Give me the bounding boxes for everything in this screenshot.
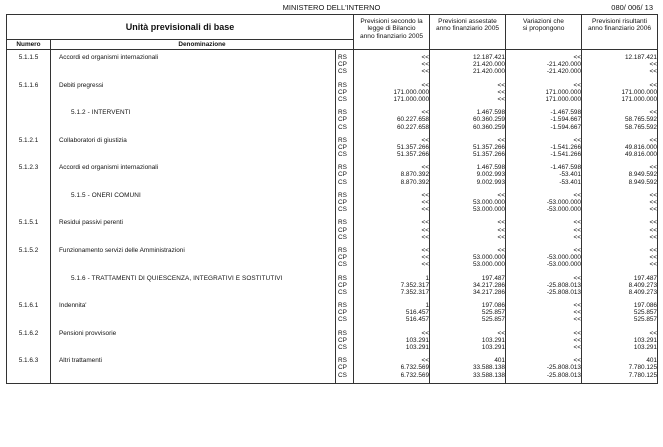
prev-assestate-cell bbox=[430, 105, 506, 133]
row-type-value: CS bbox=[338, 371, 347, 379]
prev-bilancio-cell-value: << bbox=[421, 136, 429, 144]
row-type-value: RS bbox=[338, 219, 347, 227]
variazioni-cell bbox=[506, 78, 582, 106]
row-type-value: RS bbox=[338, 164, 347, 172]
variazioni-cell-value: << bbox=[573, 219, 581, 227]
prev-risultanti-cell-value: 525.857 bbox=[633, 309, 657, 317]
prev-risultanti-cell-value: 171.000.000 bbox=[621, 88, 657, 96]
row-denominazione: Funzionamento servizi delle Amministrazioni bbox=[51, 243, 336, 271]
prev-risultanti-cell bbox=[582, 133, 658, 161]
row-type bbox=[336, 105, 354, 133]
variazioni-cell bbox=[506, 105, 582, 133]
variazioni-cell-value: -1.467.598 bbox=[550, 164, 581, 172]
row-type-value: CS bbox=[338, 68, 347, 76]
prev-bilancio-cell-value: 103.291 bbox=[405, 336, 429, 344]
prev-assestate-cell-value: 103.291 bbox=[481, 336, 505, 344]
row-type-value: CP bbox=[338, 364, 347, 372]
prev-risultanti-cell bbox=[582, 326, 658, 354]
row-type bbox=[336, 50, 354, 78]
prev-risultanti-cell-value: 525.857 bbox=[633, 316, 657, 324]
variazioni-cell bbox=[506, 133, 582, 161]
row-type bbox=[336, 160, 354, 188]
prev-assestate-cell-value: 34.217.286 bbox=[473, 288, 505, 296]
row-type-value: CS bbox=[338, 123, 347, 131]
variazioni-cell-value: -1.467.598 bbox=[550, 109, 581, 117]
prev-assestate-cell bbox=[430, 78, 506, 106]
prev-bilancio-cell-value: 7.352.317 bbox=[400, 288, 429, 296]
row-type-value: CP bbox=[338, 309, 347, 317]
variazioni-cell-value: << bbox=[573, 233, 581, 241]
row-type bbox=[336, 271, 354, 299]
row-denominazione: Residui passivi perenti bbox=[51, 215, 336, 243]
prev-risultanti-cell-value: 58.765.592 bbox=[625, 116, 657, 124]
prev-risultanti-cell-value: << bbox=[649, 81, 657, 89]
prev-assestate-cell-value: << bbox=[497, 246, 505, 254]
page-reference: 080/ 006/ 13 bbox=[611, 3, 653, 12]
prev-bilancio-cell-value: << bbox=[421, 81, 429, 89]
prev-assestate-cell bbox=[430, 160, 506, 188]
row-denominazione: Indennita' bbox=[51, 298, 336, 326]
prev-bilancio-cell bbox=[354, 78, 430, 106]
prev-bilancio-cell-value: << bbox=[421, 109, 429, 117]
row-type-value: RS bbox=[338, 136, 347, 144]
row-type bbox=[336, 298, 354, 326]
table-row bbox=[7, 133, 658, 161]
row-type-value: RS bbox=[338, 246, 347, 254]
variazioni-cell-value: -25.808.013 bbox=[546, 281, 581, 289]
prev-assestate-cell-value: 9.002.993 bbox=[476, 178, 505, 186]
variazioni-cell-value: -53.401 bbox=[559, 171, 581, 179]
row-type-value: RS bbox=[338, 357, 347, 365]
prev-risultanti-cell-value: 49.816.000 bbox=[625, 143, 657, 151]
prev-risultanti-cell-value: << bbox=[649, 109, 657, 117]
prev-assestate-cell-value: 34.217.286 bbox=[473, 281, 505, 289]
prev-assestate-cell-value: 1.467.598 bbox=[476, 164, 505, 172]
prev-bilancio-cell-value: << bbox=[421, 329, 429, 337]
prev-assestate-cell-value: 9.002.993 bbox=[476, 171, 505, 179]
table-row bbox=[7, 105, 658, 133]
prev-bilancio-cell-value: 6.732.569 bbox=[400, 371, 429, 379]
variazioni-cell-value: << bbox=[573, 344, 581, 351]
prev-bilancio-cell-value: 8.870.392 bbox=[400, 171, 429, 179]
variazioni-cell-value: << bbox=[573, 136, 581, 144]
variazioni-cell-value: << bbox=[573, 336, 581, 344]
row-type-value: CP bbox=[338, 336, 347, 344]
prev-assestate-cell-value: 401 bbox=[494, 357, 505, 365]
prev-assestate-cell-value: << bbox=[497, 233, 505, 241]
prev-risultanti-cell-value: << bbox=[649, 206, 657, 214]
prev-risultanti-cell-value: 7.780.125 bbox=[628, 371, 657, 379]
prev-bilancio-cell-value: << bbox=[421, 233, 429, 241]
prev-risultanti-cell-value: << bbox=[649, 61, 657, 69]
row-denominazione: Debiti pregressi bbox=[51, 78, 336, 106]
prev-bilancio-cell-value: 1 bbox=[425, 302, 429, 310]
table-row bbox=[7, 353, 658, 381]
variazioni-cell-value: -25.808.013 bbox=[546, 364, 581, 372]
table-row bbox=[7, 271, 658, 299]
prev-risultanti-cell-value: 12.187.421 bbox=[625, 54, 657, 61]
variazioni-cell bbox=[506, 243, 582, 271]
prev-bilancio-cell-value: 7.352.317 bbox=[400, 281, 429, 289]
prev-assestate-cell-value: 53.000.000 bbox=[473, 199, 505, 206]
row-type-value: RS bbox=[338, 109, 347, 117]
prev-assestate-cell bbox=[430, 188, 506, 216]
variazioni-cell-value: -25.808.013 bbox=[546, 288, 581, 296]
col-prev-bilancio: Previsioni secondo la legge di Bilancio anno finanziario 2005 bbox=[354, 15, 430, 50]
prev-risultanti-cell-value: 197.086 bbox=[633, 302, 657, 310]
table-row bbox=[7, 50, 658, 78]
prev-assestate-cell-value: 12.187.421 bbox=[473, 54, 505, 61]
prev-risultanti-cell-value: << bbox=[649, 233, 657, 241]
prev-risultanti-cell bbox=[582, 160, 658, 188]
variazioni-cell-value: -53.000.000 bbox=[546, 206, 581, 214]
variazioni-cell-value: << bbox=[573, 329, 581, 337]
col-prev-assestate: Previsioni assestate anno finanziario 2005 bbox=[430, 15, 506, 50]
variazioni-cell-value: -1.594.667 bbox=[550, 123, 581, 131]
row-type-value: CP bbox=[338, 254, 347, 262]
prev-assestate-cell-value: 103.291 bbox=[481, 344, 505, 351]
row-code: 5.1.2.1 bbox=[7, 133, 51, 161]
prev-risultanti-cell bbox=[582, 50, 658, 78]
table-row bbox=[7, 215, 658, 243]
row-code bbox=[7, 105, 51, 133]
col-denominazione: Denominazione bbox=[51, 40, 354, 50]
prev-assestate-cell bbox=[430, 243, 506, 271]
prev-assestate-cell-value: 60.360.259 bbox=[473, 116, 505, 124]
prev-assestate-cell bbox=[430, 353, 506, 381]
row-code bbox=[7, 188, 51, 216]
row-denominazione: 5.1.5 - ONERI COMUNI bbox=[51, 188, 336, 216]
row-denominazione: 5.1.6 - TRATTAMENTI DI QUIESCENZA, INTEGRATIVI E SOSTITUTIVI bbox=[51, 271, 336, 299]
row-type-value: CP bbox=[338, 281, 347, 289]
variazioni-cell-value: -25.808.013 bbox=[546, 371, 581, 379]
prev-risultanti-cell bbox=[582, 298, 658, 326]
row-type bbox=[336, 353, 354, 381]
ministry-title: MINISTERO DELL'INTERNO bbox=[282, 3, 381, 12]
upb-header: Unità previsionali di base bbox=[7, 15, 354, 40]
row-type-value: CS bbox=[338, 95, 347, 103]
prev-risultanti-cell-value: 7.780.125 bbox=[628, 364, 657, 372]
budget-table bbox=[6, 14, 658, 384]
prev-assestate-cell bbox=[430, 271, 506, 299]
prev-bilancio-cell bbox=[354, 298, 430, 326]
row-denominazione: Accordi ed organismi internazionali bbox=[51, 160, 336, 188]
col-prev-risultanti: Previsioni risultanti anno finanziario 2006 bbox=[582, 15, 658, 50]
prev-bilancio-cell bbox=[354, 271, 430, 299]
variazioni-cell-value: << bbox=[573, 226, 581, 234]
variazioni-cell-value: -21.420.000 bbox=[546, 61, 581, 69]
prev-assestate-cell-value: 1.467.598 bbox=[476, 109, 505, 117]
prev-risultanti-cell-value: 8.409.273 bbox=[628, 288, 657, 296]
table-row bbox=[7, 188, 658, 216]
prev-assestate-cell-value: << bbox=[497, 329, 505, 337]
row-type bbox=[336, 78, 354, 106]
variazioni-cell-value: << bbox=[573, 316, 581, 324]
prev-assestate-cell-value: 197.086 bbox=[481, 302, 505, 310]
table-row bbox=[7, 326, 658, 354]
prev-risultanti-cell-value: 401 bbox=[646, 357, 657, 365]
row-denominazione: Collaboratori di giustizia bbox=[51, 133, 336, 161]
prev-bilancio-cell-value: 6.732.569 bbox=[400, 364, 429, 372]
row-type-value: CS bbox=[338, 206, 347, 214]
prev-risultanti-cell bbox=[582, 353, 658, 381]
prev-bilancio-cell-value: << bbox=[421, 206, 429, 214]
variazioni-cell bbox=[506, 188, 582, 216]
prev-bilancio-cell-value: 516.457 bbox=[405, 309, 429, 317]
row-type-value: RS bbox=[338, 54, 347, 61]
prev-bilancio-cell-value: << bbox=[421, 61, 429, 69]
variazioni-cell-value: << bbox=[573, 191, 581, 199]
prev-risultanti-cell-value: 8.409.273 bbox=[628, 281, 657, 289]
variazioni-cell-value: << bbox=[573, 54, 581, 61]
row-denominazione: Altri trattamenti bbox=[51, 353, 336, 381]
prev-risultanti-cell bbox=[582, 78, 658, 106]
prev-bilancio-cell-value: << bbox=[421, 357, 429, 365]
row-type-value: CS bbox=[338, 178, 347, 186]
prev-assestate-cell-value: 33.588.138 bbox=[473, 371, 505, 379]
table-body bbox=[7, 50, 658, 381]
prev-risultanti-cell-value: << bbox=[649, 199, 657, 206]
row-code: 5.1.1.5 bbox=[7, 50, 51, 78]
prev-bilancio-cell-value: 51.357.266 bbox=[397, 143, 429, 151]
variazioni-cell-value: << bbox=[573, 309, 581, 317]
variazioni-cell-value: 171.000.000 bbox=[545, 88, 581, 96]
prev-assestate-cell-value: 53.000.000 bbox=[473, 261, 505, 269]
table-row bbox=[7, 160, 658, 188]
row-type-value: CP bbox=[338, 171, 347, 179]
row-type-value: CS bbox=[338, 316, 347, 324]
variazioni-cell-value: << bbox=[573, 246, 581, 254]
variazioni-cell-value: -53.000.000 bbox=[546, 254, 581, 262]
row-type-value: CS bbox=[338, 151, 347, 159]
table-row bbox=[7, 78, 658, 106]
prev-assestate-cell-value: << bbox=[497, 88, 505, 96]
prev-risultanti-cell-value: << bbox=[649, 254, 657, 262]
prev-risultanti-cell-value: << bbox=[649, 261, 657, 269]
variazioni-cell bbox=[506, 50, 582, 78]
prev-bilancio-cell bbox=[354, 243, 430, 271]
prev-risultanti-cell-value: << bbox=[649, 191, 657, 199]
row-type bbox=[336, 215, 354, 243]
prev-risultanti-cell-value: 197.487 bbox=[633, 274, 657, 282]
prev-bilancio-cell-value: << bbox=[421, 54, 429, 61]
variazioni-cell bbox=[506, 353, 582, 381]
variazioni-cell bbox=[506, 271, 582, 299]
row-type-value: CS bbox=[338, 344, 347, 351]
prev-risultanti-cell bbox=[582, 243, 658, 271]
prev-assestate-cell-value: 60.360.259 bbox=[473, 123, 505, 131]
prev-risultanti-cell-value: 8.949.592 bbox=[628, 178, 657, 186]
row-denominazione: Accordi ed organismi internazionali bbox=[51, 50, 336, 78]
prev-risultanti-cell-value: << bbox=[649, 246, 657, 254]
prev-bilancio-cell bbox=[354, 50, 430, 78]
prev-risultanti-cell-value: 58.765.592 bbox=[625, 123, 657, 131]
row-denominazione: 5.1.2 - INTERVENTI bbox=[51, 105, 336, 133]
row-type bbox=[336, 243, 354, 271]
prev-bilancio-cell-value: << bbox=[421, 226, 429, 234]
prev-assestate-cell-value: 33.588.138 bbox=[473, 364, 505, 372]
prev-assestate-cell-value: << bbox=[497, 191, 505, 199]
prev-bilancio-cell-value: 60.227.658 bbox=[397, 116, 429, 124]
prev-risultanti-cell-value: << bbox=[649, 164, 657, 172]
prev-assestate-cell-value: << bbox=[497, 219, 505, 227]
prev-assestate-cell-value: << bbox=[497, 136, 505, 144]
variazioni-cell-value: << bbox=[573, 81, 581, 89]
prev-bilancio-cell-value: << bbox=[421, 164, 429, 172]
prev-risultanti-cell-value: << bbox=[649, 136, 657, 144]
variazioni-cell bbox=[506, 160, 582, 188]
row-type bbox=[336, 133, 354, 161]
row-code: 5.1.6.3 bbox=[7, 353, 51, 381]
variazioni-cell-value: << bbox=[573, 357, 581, 365]
prev-risultanti-cell-value: << bbox=[649, 329, 657, 337]
prev-risultanti-cell bbox=[582, 105, 658, 133]
prev-bilancio-cell bbox=[354, 326, 430, 354]
row-type bbox=[336, 326, 354, 354]
prev-bilancio-cell bbox=[354, 105, 430, 133]
prev-assestate-cell-value: << bbox=[497, 95, 505, 103]
row-code: 5.1.2.3 bbox=[7, 160, 51, 188]
row-type-value: RS bbox=[338, 191, 347, 199]
prev-assestate-cell-value: 525.857 bbox=[481, 316, 505, 324]
row-type-value: CP bbox=[338, 116, 347, 124]
prev-bilancio-cell-value: << bbox=[421, 246, 429, 254]
prev-bilancio-cell-value: 103.291 bbox=[405, 344, 429, 351]
prev-bilancio-cell-value: 8.870.392 bbox=[400, 178, 429, 186]
prev-risultanti-cell-value: << bbox=[649, 226, 657, 234]
prev-bilancio-cell-value: 171.000.000 bbox=[393, 88, 429, 96]
variazioni-cell bbox=[506, 215, 582, 243]
prev-assestate-cell-value: << bbox=[497, 226, 505, 234]
row-denominazione: Pensioni provvisorie bbox=[51, 326, 336, 354]
row-code bbox=[7, 271, 51, 299]
prev-risultanti-cell-value: << bbox=[649, 68, 657, 76]
prev-bilancio-cell-value: 171.000.000 bbox=[393, 95, 429, 103]
prev-bilancio-cell bbox=[354, 188, 430, 216]
variazioni-cell-value: -53.000.000 bbox=[546, 199, 581, 206]
row-code: 5.1.6.2 bbox=[7, 326, 51, 354]
prev-risultanti-cell-value: 8.949.592 bbox=[628, 171, 657, 179]
prev-bilancio-cell-value: << bbox=[421, 199, 429, 206]
prev-bilancio-cell bbox=[354, 160, 430, 188]
prev-assestate-cell-value: 51.357.266 bbox=[473, 143, 505, 151]
row-code: 5.1.5.2 bbox=[7, 243, 51, 271]
prev-bilancio-cell-value: << bbox=[421, 68, 429, 76]
variazioni-cell bbox=[506, 298, 582, 326]
row-code: 5.1.1.6 bbox=[7, 78, 51, 106]
prev-risultanti-cell-value: 171.000.000 bbox=[621, 95, 657, 103]
prev-assestate-cell-value: 53.000.000 bbox=[473, 254, 505, 262]
variazioni-cell bbox=[506, 326, 582, 354]
row-type-value: CP bbox=[338, 88, 347, 96]
prev-assestate-cell bbox=[430, 326, 506, 354]
prev-risultanti-cell bbox=[582, 271, 658, 299]
table-row bbox=[7, 243, 658, 271]
prev-risultanti-cell bbox=[582, 215, 658, 243]
prev-assestate-cell bbox=[430, 133, 506, 161]
prev-assestate-cell-value: << bbox=[497, 81, 505, 89]
prev-bilancio-cell-value: << bbox=[421, 254, 429, 262]
prev-assestate-cell bbox=[430, 215, 506, 243]
variazioni-cell-value: << bbox=[573, 274, 581, 282]
row-code: 5.1.5.1 bbox=[7, 215, 51, 243]
prev-assestate-cell-value: 21.420.000 bbox=[473, 61, 505, 69]
prev-assestate-cell bbox=[430, 50, 506, 78]
prev-assestate-cell-value: 21.420.000 bbox=[473, 68, 505, 76]
row-type bbox=[336, 188, 354, 216]
row-type-value: CP bbox=[338, 143, 347, 151]
col-numero: Numero bbox=[7, 40, 51, 50]
prev-bilancio-cell-value: << bbox=[421, 261, 429, 269]
prev-assestate-cell-value: 51.357.266 bbox=[473, 151, 505, 159]
col-variazioni: Variazioni che si propongono bbox=[506, 15, 582, 50]
row-type-value: CP bbox=[338, 226, 347, 234]
prev-bilancio-cell-value: 60.227.658 bbox=[397, 123, 429, 131]
row-type-value: RS bbox=[338, 274, 347, 282]
prev-risultanti-cell-value: 49.816.000 bbox=[625, 151, 657, 159]
row-type-value: CP bbox=[338, 61, 347, 69]
variazioni-cell-value: 171.000.000 bbox=[545, 95, 581, 103]
prev-bilancio-cell-value: 51.357.266 bbox=[397, 151, 429, 159]
row-type-value: CS bbox=[338, 288, 347, 296]
prev-bilancio-cell bbox=[354, 133, 430, 161]
prev-bilancio-cell bbox=[354, 353, 430, 381]
prev-risultanti-cell-value: 103.291 bbox=[633, 344, 657, 351]
row-type-value: CS bbox=[338, 233, 347, 241]
variazioni-cell-value: -53.401 bbox=[559, 178, 581, 186]
prev-bilancio-cell-value: << bbox=[421, 191, 429, 199]
variazioni-cell-value: << bbox=[573, 302, 581, 310]
prev-risultanti-cell-value: 103.291 bbox=[633, 336, 657, 344]
row-code: 5.1.6.1 bbox=[7, 298, 51, 326]
prev-assestate-cell-value: 197.487 bbox=[481, 274, 505, 282]
prev-assestate-cell-value: 53.000.000 bbox=[473, 206, 505, 214]
row-type-value: CS bbox=[338, 261, 347, 269]
prev-bilancio-cell-value: 1 bbox=[425, 274, 429, 282]
prev-risultanti-cell bbox=[582, 188, 658, 216]
variazioni-cell-value: -1.541.266 bbox=[550, 151, 581, 159]
variazioni-cell-value: -21.420.000 bbox=[546, 68, 581, 76]
prev-assestate-cell bbox=[430, 298, 506, 326]
row-type-value: RS bbox=[338, 329, 347, 337]
prev-bilancio-cell-value: << bbox=[421, 219, 429, 227]
table-row bbox=[7, 298, 658, 326]
row-type-value: RS bbox=[338, 81, 347, 89]
row-type-value: RS bbox=[338, 302, 347, 310]
prev-bilancio-cell-value: 516.457 bbox=[405, 316, 429, 324]
prev-assestate-cell-value: 525.857 bbox=[481, 309, 505, 317]
prev-risultanti-cell-value: << bbox=[649, 219, 657, 227]
prev-bilancio-cell bbox=[354, 215, 430, 243]
variazioni-cell-value: -1.594.667 bbox=[550, 116, 581, 124]
variazioni-cell-value: -53.000.000 bbox=[546, 261, 581, 269]
variazioni-cell-value: -1.541.266 bbox=[550, 143, 581, 151]
row-type-value: CP bbox=[338, 199, 347, 206]
